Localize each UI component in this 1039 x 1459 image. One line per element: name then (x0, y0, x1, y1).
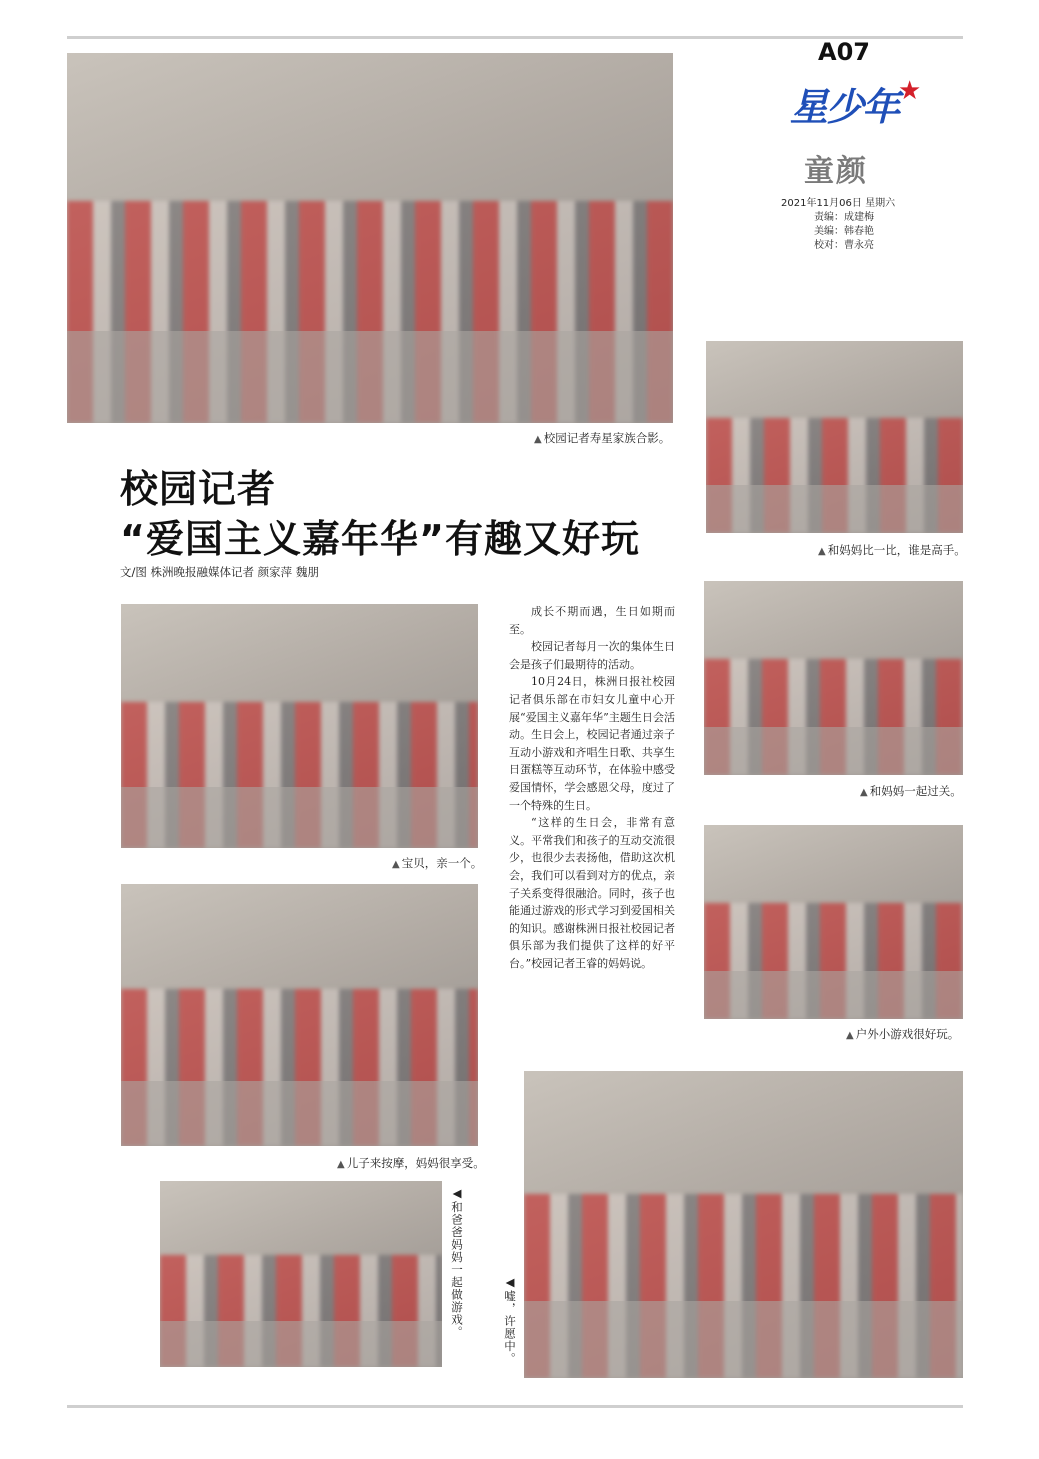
triangle-icon: ▲ (534, 434, 542, 445)
caption-kiss: ▲ 宝贝，亲一个。 (392, 856, 483, 870)
issue-date: 2021年11月06日 星期六 (781, 198, 896, 209)
page-meta (781, 197, 895, 253)
photo-kiss (121, 604, 478, 848)
brand-logo (790, 76, 919, 131)
photo-massage (121, 884, 478, 1146)
editor-credit: 责编：成建梅 (814, 212, 874, 223)
article-title-line1: 校园记者 (120, 467, 277, 511)
triangle-icon: ▲ (392, 859, 400, 870)
brand-name: 星少年 (790, 85, 899, 129)
group-photo (67, 53, 673, 423)
photo-outdoor-game (704, 825, 963, 1019)
triangle-icon: ▲ (818, 546, 826, 557)
bottom-rule (67, 1405, 963, 1408)
paragraph-2: 校园记者每月一次的集体生日会是孩子们最期待的活动。 (509, 640, 675, 671)
triangle-icon: ▲ (846, 1030, 854, 1041)
caption-pass-level: ▲ 和妈妈一起过关。 (860, 784, 962, 798)
caption-outdoor-game: ▲ 户外小游戏很好玩。 (846, 1027, 960, 1041)
caption-group-photo: ▲ 校园记者寿星家族合影。 (534, 431, 671, 445)
caption-massage: ▲ 儿子来按摩，妈妈很享受。 (337, 1156, 485, 1170)
art-editor-credit: 美编：韩春艳 (814, 226, 874, 237)
triangle-icon: ◀ (450, 1186, 464, 1201)
paragraph-3: 10月24日，株洲日报社校园记者俱乐部在市妇女儿童中心开展“爱国主义嘉年华”主题生日会活动。生日会上，校园记者通过亲子互动小游戏和齐唱生日歌、共享生日蛋糕等互动环节，在体验中感受爱国情怀，学会感恩父母，度过了一个特殊的生日。 (509, 675, 675, 812)
page-number: A07 (818, 38, 870, 66)
caption-compare-mom: ▲ 和妈妈比一比，谁是高手。 (818, 543, 966, 557)
photo-pass-level (704, 581, 963, 775)
photo-compare-mom (706, 341, 963, 533)
byline: 文/图 株洲晚报融媒体记者 颜家萍 魏朋 (120, 565, 319, 579)
caption-parents-game: ◀和爸爸妈妈一起做游戏。 (450, 1186, 464, 1339)
star-icon: ★ (898, 76, 920, 106)
photo-wish (524, 1071, 963, 1378)
photo-parents-game (160, 1181, 442, 1367)
proofreader-credit: 校对：曹永亮 (814, 240, 874, 251)
triangle-icon: ◀ (503, 1275, 517, 1290)
paragraph-1: 成长不期而遇，生日如期而至。 (509, 605, 675, 636)
caption-wish: ◀嘘，许愿中。 (503, 1275, 517, 1365)
article-body (509, 603, 675, 972)
triangle-icon: ▲ (337, 1159, 345, 1170)
section-title: 童颜 (804, 154, 868, 189)
paragraph-4: “这样的生日会，非常有意义。平常我们和孩子的互动交流很少，也很少去表扬他，借助这次机会，我们可以看到对方的优点，亲子关系变得很融洽。同时，孩子也能通过游戏的形式学习到爱国相关的知识。感谢株洲日报社校园记者俱乐部为我们提供了这样的好平台。”校园记者王睿的妈妈说。 (509, 816, 675, 970)
article-title-line2: “爱国主义嘉年华”有趣又好玩 (120, 517, 640, 561)
triangle-icon: ▲ (860, 787, 868, 798)
